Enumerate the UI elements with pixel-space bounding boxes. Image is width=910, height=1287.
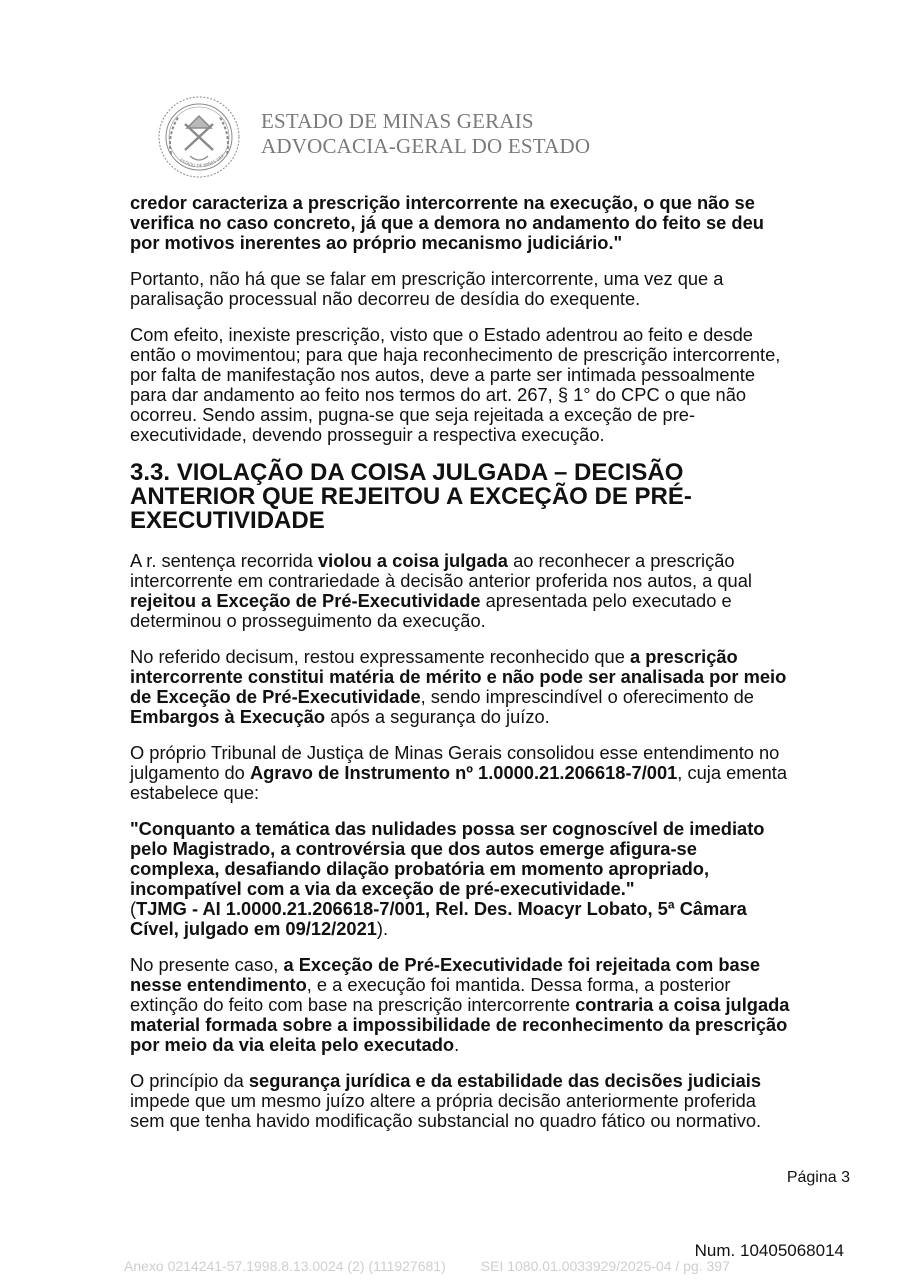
page-number: Página 3 — [786, 1169, 850, 1186]
paragraph-principio: O princípio da segurança jurídica e da estabilidade das decisões judiciais impede que um mesmo juízo altere a própria decisão anteriormente proferida sem que tenha havido modificação substancial no quadro fático ou normativo. — [130, 1070, 762, 1131]
document-body — [130, 193, 790, 1147]
paragraph-tjmg: O próprio Tribunal de Justiça de Minas Gerais consolidou esse entendimento no julgamento do Agravo de Instrumento nº 1.0000.21.206618-7/001, cuja ementa estabelece que: — [130, 742, 788, 803]
footer-sei: SEI 1080.01.0033929/2025-04 / pg. 397 — [480, 1258, 730, 1274]
paragraph-portanto: Portanto, não há que se falar em prescrição intercorrente, uma vez que a paralisação processual não decorreu de desídia do exequente. — [130, 268, 724, 309]
document-number: Num. 10405068014 — [694, 1241, 844, 1260]
state-coat-of-arms-seal — [157, 94, 241, 180]
org-state-name: ESTADO DE MINAS GERAIS — [261, 109, 534, 133]
quote-continuation-paragraph: credor caracteriza a prescrição intercorrente na execução, o que não se verifica no caso concreto, já que a demora no andamento do feito se deu por motivos inerentes ao próprio mecanismo judiciário." — [130, 192, 764, 253]
paragraph-sentenca-recorrida: A r. sentença recorrida violou a coisa julgada ao reconhecer a prescrição intercorrente em contrariedade à decisão anterior proferida nos autos, a qual rejeitou a Exceção de Pré-Executividade apresentada pelo executado e determinou o prosseguimento da execução. — [130, 550, 752, 631]
paragraph-com-efeito: Com efeito, inexiste prescrição, visto que o Estado adentrou ao feito e desde então o movimentou; para que haja reconhecimento de prescrição intercorrente, por falta de manifestação nos autos, deve a parte ser intimada pessoalmente para dar andamento ao feito nos termos do art. 267, § 1° do CPC o que não ocorreu. Sendo assim, pugna-se que seja rejeitada a exceção de pre-executividade, devendo prosseguir a respectiva execução. — [130, 324, 781, 445]
letterhead — [157, 94, 657, 184]
svg-text:ESTADO DE MINAS GERAIS: ESTADO DE MINAS GER — [178, 153, 226, 169]
ementa-quote: "Conquanto a temática das nulidades possa ser cognoscível de imediato pelo Magistrado, a controvérsia que dos autos emerge afigura-se complexa, desafiando dilação probatória em momento apropriado, incompatível com a via da exceção de pré-executividade." (TJMG - AI 1.0000.21.206618-7/001, Rel. Des. Moacyr Lobato, 5ª Câmara Cível, julgado em 09/12/2021). — [130, 818, 765, 939]
org-agency-name: ADVOCACIA-GERAL DO ESTADO — [261, 134, 591, 158]
footer-watermark — [124, 1258, 730, 1274]
section-heading-3-3: 3.3. VIOLAÇÃO DA COISA JULGADA – DECISÃO ANTERIOR QUE REJEITOU A EXCEÇÃO DE PRÉ-EXECUTIVIDADE — [130, 459, 692, 534]
footer-anexo: Anexo 0214241-57.1998.8.13.0024 (2) (111927681) — [124, 1258, 446, 1274]
paragraph-presente-caso: No presente caso, a Exceção de Pré-Executividade foi rejeitada com base nesse entendimento, e a execução foi mantida. Dessa forma, a posterior extinção do feito com base na prescrição intercorrente contraria a coisa julgada material formada sobre a impossibilidade de reconhecimento da prescrição por meio da via eleita pelo executado. — [130, 954, 790, 1055]
paragraph-decisum: No referido decisum, restou expressamente reconhecido que a prescrição intercorrente constitui matéria de mérito e não pode ser analisada por meio de Exceção de Pré-Executividade, sendo imprescindível o oferecimento de Embargos à Execução após a segurança do juízo. — [130, 646, 787, 727]
